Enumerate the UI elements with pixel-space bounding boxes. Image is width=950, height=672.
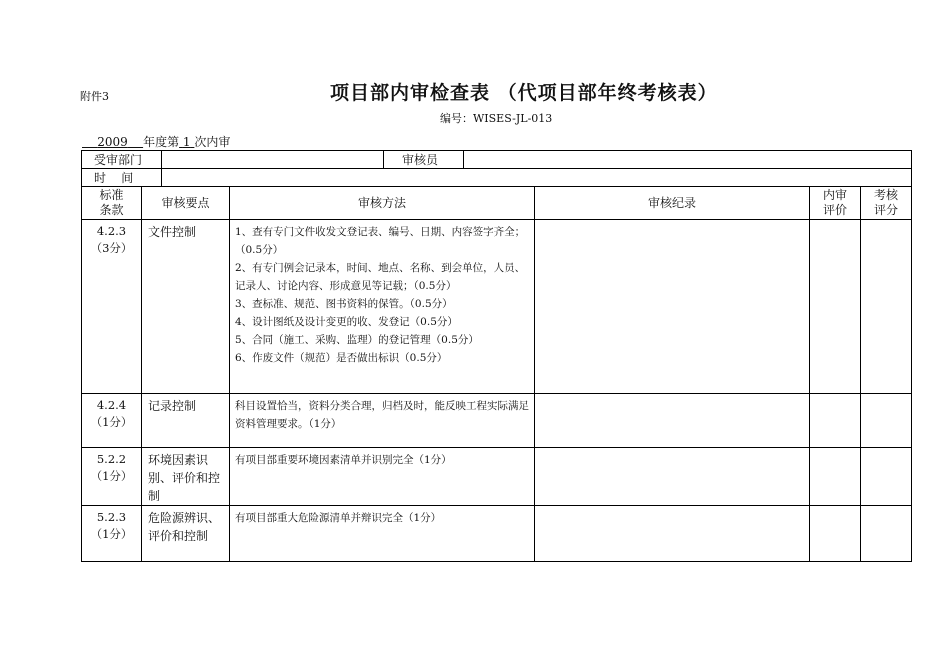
col-method: 审核方法 — [230, 187, 535, 220]
method-item: 有项目部重要环境因素清单并识别完全（1分） — [235, 454, 452, 466]
clause-cell — [82, 220, 142, 394]
score-cell[interactable] — [861, 506, 912, 562]
time-field[interactable] — [162, 169, 912, 187]
audit-point: 环境因素识别、评价和控制 — [142, 448, 230, 506]
evaluation-cell[interactable] — [810, 220, 861, 394]
method-item: 科目设置恰当，资料分类合理，归档及时，能反映工程实际满足资料管理要求。（1分） — [235, 400, 529, 430]
score-cell[interactable] — [861, 220, 912, 394]
audit-year: 2009 — [97, 135, 128, 149]
audit-method — [230, 220, 535, 394]
col-point: 审核要点 — [142, 187, 230, 220]
dept-label: 受审部门 — [82, 151, 162, 169]
header-table — [81, 150, 912, 187]
col-score: 考核 评分 — [861, 187, 912, 220]
method-item: 3、查标准、规范、图书资料的保管。（0.5分） — [235, 298, 453, 310]
method-item: 4、设计图纸及设计变更的收、发登记（0.5分） — [235, 316, 458, 328]
evaluation-cell[interactable] — [810, 506, 861, 562]
clause-cell — [82, 394, 142, 448]
audit-method — [230, 506, 535, 562]
record-cell[interactable] — [535, 394, 810, 448]
record-cell[interactable] — [535, 448, 810, 506]
audit-point: 记录控制 — [142, 394, 230, 448]
audit-year-line — [82, 133, 230, 150]
audit-ordinal: 1 — [182, 135, 191, 149]
audit-method — [230, 394, 535, 448]
clause-cell — [82, 448, 142, 506]
score-cell[interactable] — [861, 394, 912, 448]
clause-score: （1分） — [90, 469, 133, 483]
evaluation-cell[interactable] — [810, 448, 861, 506]
attachment-label: 附件3 — [80, 90, 109, 103]
col-record: 审核纪录 — [535, 187, 810, 220]
audit-year-mid: 年度第 — [143, 135, 180, 149]
auditor-label: 审核员 — [384, 151, 464, 169]
clause-score: （3分） — [90, 241, 133, 255]
clause-number: 4.2.4 — [96, 398, 127, 412]
time-label: 时 间 — [82, 169, 162, 187]
clause-score: （1分） — [90, 527, 133, 541]
method-item: 5、合同（施工、采购、监理）的登记管理（0.5分） — [235, 334, 479, 346]
method-item: 有项目部重大危险源清单并辩识完全（1分） — [235, 512, 442, 524]
record-cell[interactable] — [535, 220, 810, 394]
record-cell[interactable] — [535, 506, 810, 562]
dept-field[interactable] — [162, 151, 384, 169]
document-code: 编号：WISES-JL-013 — [440, 112, 553, 125]
audit-method — [230, 448, 535, 506]
method-item: 1、查有专门文件收发文登记表、编号、日期、内容签字齐全；（0.5分） — [235, 226, 526, 256]
clause-score: （1分） — [90, 415, 133, 429]
score-cell[interactable] — [861, 448, 912, 506]
evaluation-cell[interactable] — [810, 394, 861, 448]
table-row — [82, 220, 912, 394]
audit-point: 文件控制 — [142, 220, 230, 394]
clause-cell — [82, 506, 142, 562]
audit-suffix: 次内审 — [194, 135, 231, 149]
col-evaluation: 内审 评价 — [810, 187, 861, 220]
method-item: 6、作废文件（规范）是否做出标识（0.5分） — [235, 352, 448, 364]
table-header-row — [82, 187, 912, 220]
auditor-field[interactable] — [464, 151, 912, 169]
table-row — [82, 394, 912, 448]
method-item: 2、有专门例会记录本，时间、地点、名称、到会单位，人员、记录人、讨论内容、形成意见等记载；（0.5分） — [235, 262, 526, 292]
clause-number: 5.2.3 — [96, 510, 127, 524]
document-title: 项目部内审检查表 （代项目部年终考核表） — [330, 82, 718, 104]
col-clause: 标准 条款 — [82, 187, 142, 220]
clause-number: 5.2.2 — [96, 452, 127, 466]
clause-number: 4.2.3 — [96, 224, 127, 238]
audit-point: 危险源辨识、评价和控制 — [142, 506, 230, 562]
table-row — [82, 506, 912, 562]
table-row — [82, 448, 912, 506]
audit-table — [81, 186, 912, 562]
